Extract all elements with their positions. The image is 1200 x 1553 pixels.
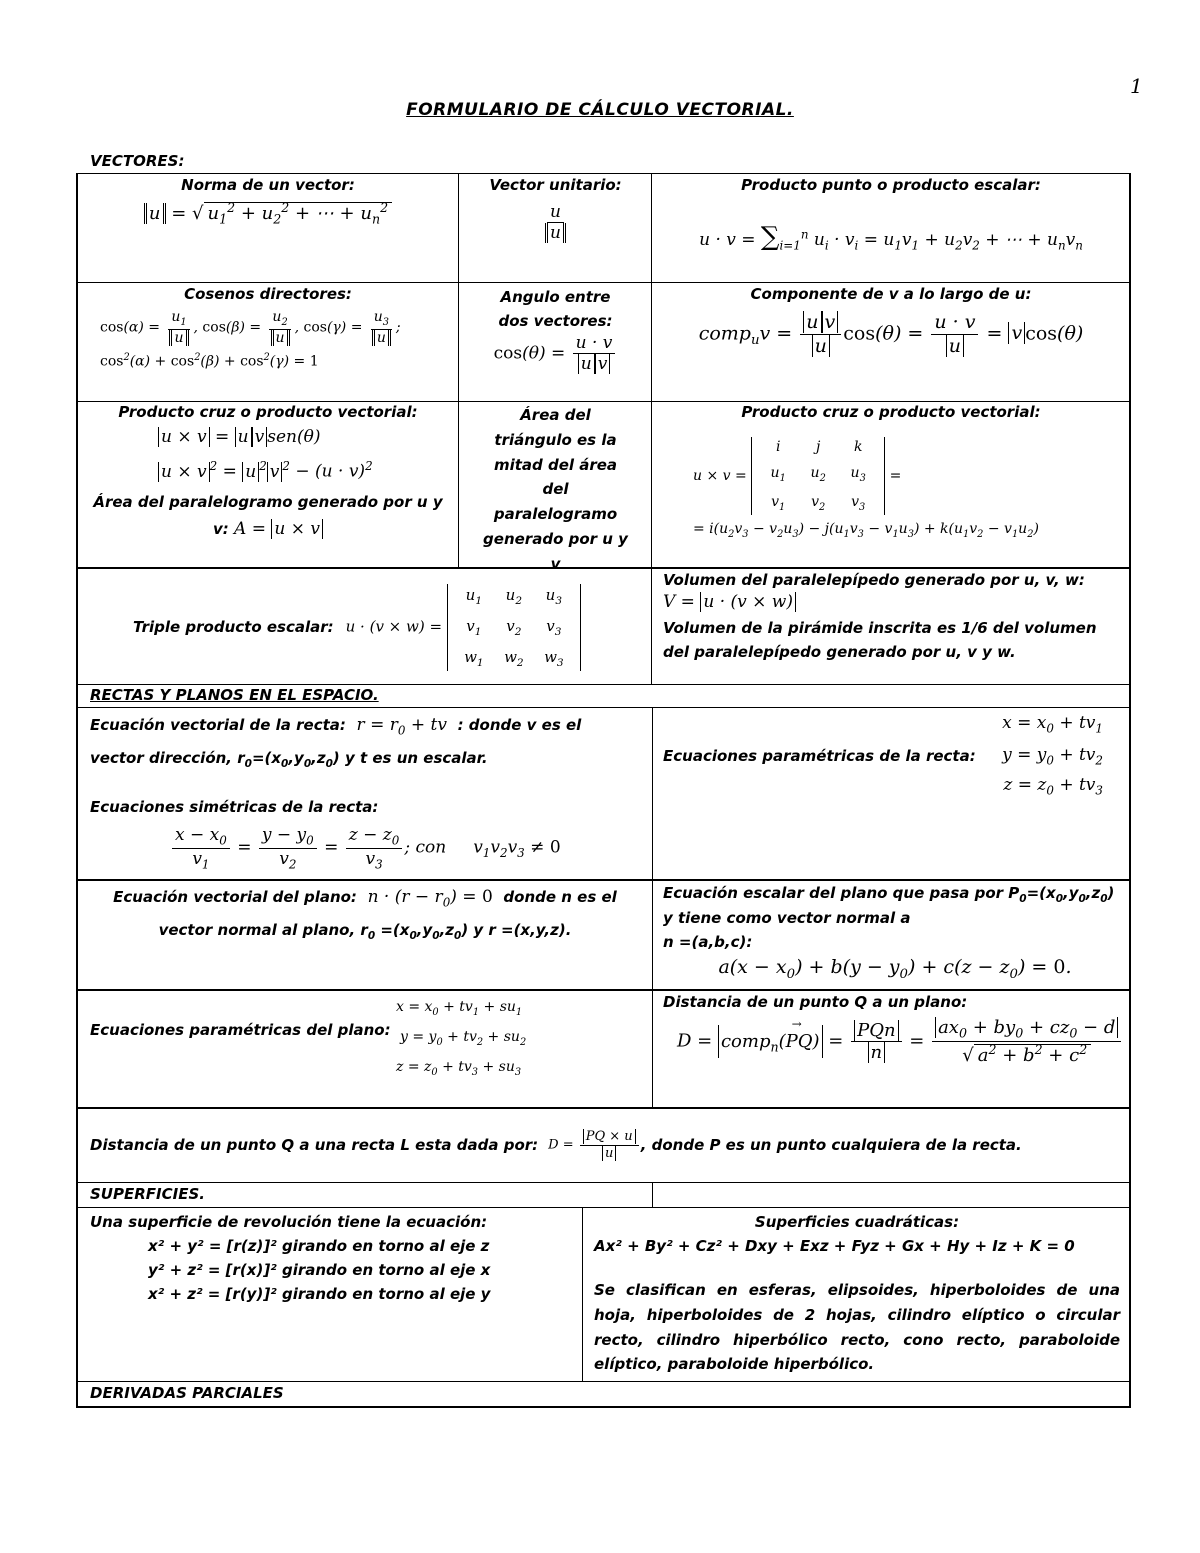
- label-plano-escalar: Ecuación escalar del plano que pasa por P: [663, 884, 1020, 902]
- formula-cosenos-identidad: $\cos^2(\alpha) + \cos^2(\beta) + \cos^2(\gamma) = 1$: [100, 352, 319, 370]
- formula-producto-punto: $u \cdot v = \sum_{i=1}^n$ $u_i \cdot v_i = u_1v_1 + u_2v_2$ + ⋯ + $u_nv_n$: [699, 222, 1083, 253]
- label-producto-punto: Producto punto o producto escalar:: [741, 176, 1041, 194]
- formula-angulo: cos(θ) = $\frac{u \cdot v}{\text{u v}}$: [460, 333, 651, 375]
- rule: [76, 282, 1131, 283]
- cell-componente: [653, 285, 1129, 358]
- col-divider: [652, 1182, 653, 1207]
- label-recta-dir-e: ) y t es un escalar.: [332, 749, 488, 768]
- label-recta-dir-c: vector dirección, r: [90, 749, 245, 768]
- text-rev-2: y² + z² = [r(x)]² girando en torno al eje x: [148, 1261, 491, 1279]
- cell-recta-vectorial: [90, 712, 650, 872]
- label-plano-vectorial-b: donde n es el: [503, 888, 617, 906]
- label-plano-escalar-c: n =(a,b,c):: [663, 932, 753, 951]
- label-plano-vectorial: Ecuación vectorial del plano:: [113, 888, 357, 906]
- label-recta-dir-d: =(x: [251, 749, 282, 768]
- cell-cuadraticas: [594, 1210, 1120, 1377]
- cell-recta-parametricas: [663, 712, 1103, 798]
- cell-area-triangulo: [460, 403, 651, 576]
- formula-param-y: $y = y_0 + tv_2$: [1002, 744, 1103, 768]
- formula-determinante: u × v = i j k $u_1$ $u_2$ $u_3$ $v_1$ $v_2$ $v_3$ =: [693, 439, 902, 513]
- label-componente: Componente de v a lo largo de u:: [750, 285, 1032, 303]
- label-plano-escalar-b: y tiene como vector normal a: [663, 909, 911, 928]
- formula-dist-plano: D = comp$_n$(PQ → ) = $\frac{\text{PQn}}{n}$ = $\frac{ax_0 + by_0 + cz_0 - d}{√ a^2 + b^2 + c^2}$: [663, 1017, 1127, 1066]
- label-recta-vectorial: Ecuación vectorial de la recta:: [90, 716, 346, 734]
- formula-simetricas: $\frac{x - x_0}{v_1}$ = $\frac{y - y_0}{v_2}$ = $\frac{z - z_0}{v_3}$ ; con $v_1v_2v_3 \ne 0$: [90, 825, 650, 871]
- rule: [76, 401, 1131, 402]
- cell-dist-plano: [663, 993, 1127, 1066]
- formula-expansion: = $i(u_2v_3 - v_2u_3) - j(u_1v_3 - v_1u_3) + k(u_1v_2 - v_1u_2)$: [693, 520, 1039, 540]
- rule: [76, 1107, 1131, 1109]
- formula-plano-y: $y = y_0 + tv_2 + su_2$: [400, 1029, 527, 1048]
- cell-triple: [78, 570, 651, 684]
- formula-cosenos: cos(α) = $\frac{u_1}{u}$ , cos(β) = $\frac{u_2}{u}$ , cos(γ) = $\frac{u_3}{u}$ ;: [100, 309, 401, 346]
- section-vectores: VECTORES:: [90, 152, 185, 170]
- label-area-paralelogramo: Área del paralelogramo generado por u y v: A = u × v: [93, 492, 443, 540]
- cell-norma: [78, 176, 458, 227]
- rule: [76, 684, 1131, 685]
- label-area-triangulo: Área del triángulo es la mitad del área del paralelogramo generado por u y v: [483, 406, 628, 573]
- label-dist-recta-b: , donde P es un punto cualquiera de la recta.: [640, 1136, 1022, 1154]
- rule: [76, 1182, 1131, 1183]
- text-cuad-eq: Ax² + By² + Cz² + Dxy + Exz + Fyz + Gx + Hy + Iz + K = 0: [594, 1237, 1075, 1255]
- formula-volumen: V = u · (v × w): [663, 592, 1123, 612]
- formula-plano-escalar: $a(x - x_0) + b(y - y_0) + c(z - z_0) = 0$.: [718, 955, 1072, 982]
- section-derivadas: DERIVADAS PARCIALES: [90, 1384, 284, 1402]
- label-volumen-pir: Volumen de la pirámide inscrita es 1/6 del volumen del paralelepípedo generado por u, v y w.: [663, 619, 1097, 661]
- cell-unitario: [460, 176, 651, 244]
- cell-plano-vectorial: [78, 884, 652, 945]
- rule: [76, 707, 1131, 708]
- label-cruz-left: Producto cruz o producto vectorial:: [118, 403, 418, 421]
- label-cuadraticas: Superficies cuadráticas:: [754, 1213, 960, 1231]
- rule: [76, 1381, 1131, 1382]
- cell-dist-recta: [90, 1110, 1125, 1180]
- label-revolucion: Una superficie de revolución tiene la ecuación:: [90, 1213, 488, 1231]
- label-con: ; con: [404, 837, 447, 858]
- formula-triple: u · (v × w) = $u_1$ $u_2$ $u_3$ $v_1$ $v_2$ $v_3$ $w_1$ $w_2$ $w_3$: [346, 584, 581, 671]
- label-plano-parametricas: Ecuaciones paramétricas del plano:: [90, 1021, 391, 1039]
- text-plano-normal: vector normal al plano, $r_0 =(x_0,y_0,z_0)$ y r =(x,y,z).: [158, 921, 572, 943]
- cell-volumen: [663, 571, 1123, 664]
- label-dist-recta: Distancia de un punto Q a una recta L esta dada por:: [90, 1136, 539, 1154]
- col-divider: [652, 707, 653, 1107]
- label-plano-normal-d: ) y r =(x,y,z).: [461, 921, 572, 940]
- label-norma: Norma de un vector:: [181, 176, 355, 194]
- formula-plano-z: $z = z_0 + tv_3 + su_3$: [396, 1059, 522, 1078]
- label-triple: Triple producto escalar:: [133, 618, 334, 636]
- label-recta-parametricas: Ecuaciones paramétricas de la recta:: [663, 747, 976, 766]
- formula-componente: comp$_u$v = $\frac{\text{u v}}{u}$ cos(θ) = $\frac{u \cdot v}{u}$ = v cos(θ): [698, 311, 1084, 357]
- label-plano-normal-c: vector normal al plano, r: [158, 921, 368, 940]
- label-unitario: Vector unitario:: [489, 176, 622, 194]
- text-recta-vectorial: Ecuación vectorial de la recta: $r = r_0$ + tv : donde v es el: [90, 715, 582, 738]
- label-recta-simetricas: Ecuaciones simétricas de la recta:: [90, 798, 379, 817]
- cell-cosenos: [78, 285, 458, 370]
- rule: [76, 879, 1131, 881]
- cell-cruz-right: [653, 403, 1129, 539]
- page-title: FORMULARIO DE CÁLCULO VECTORIAL.: [406, 100, 794, 120]
- page-number: 1: [1130, 74, 1143, 98]
- row-param-y: [663, 745, 1103, 767]
- label-angulo: Angulo entre dos vectores:: [498, 288, 613, 330]
- label-cosenos: Cosenos directores:: [184, 285, 352, 303]
- text-area-paralelogramo: Área del paralelogramo generado por u y v:: [93, 492, 443, 539]
- section-superficies: SUPERFICIES.: [90, 1185, 205, 1203]
- cell-revolucion: [90, 1210, 580, 1306]
- section-rectas: RECTAS Y PLANOS EN EL ESPACIO.: [90, 686, 379, 704]
- rule: [76, 989, 1131, 991]
- col-divider: [651, 567, 652, 684]
- cell-plano-parametricas: [90, 995, 650, 1105]
- label-cruz-right: Producto cruz o producto vectorial:: [741, 403, 1041, 421]
- formula-dist-recta: D = $\frac{PQ \times u}{u}$: [548, 1129, 641, 1161]
- cell-angulo: [460, 285, 651, 375]
- col-divider: [651, 173, 652, 567]
- cell-producto-punto: [653, 176, 1129, 252]
- label-volumen-par: Volumen del paralelepípedo generado por u, v, w:: [663, 571, 1085, 589]
- formula-lagrange: u × v $^2$ = u $^2$ v $^2 - (u \cdot v)^2$: [78, 459, 458, 482]
- rule: [76, 1207, 1131, 1208]
- formula-param-z: $z = z_0 + tv_3$: [1003, 775, 1103, 798]
- text-cuad-clas: Se clasifican en esferas, elipsoides, hiperboloides de una hoja, hiperboloides de 2 hojas, cilindro elíptico o circular recto, cilindro hiperbólico recto, cono recto, paraboloide elíptico, paraboloide hiperbólico.: [594, 1281, 1120, 1374]
- col-divider: [458, 173, 459, 567]
- cell-cruz-left: [78, 403, 458, 544]
- formula-cruz-norma: u × v = u v sen(θ): [78, 427, 458, 447]
- formula-norma: u = √ $u_1^2 + u_2^2$ + ⋯ + $u_n^2$: [78, 200, 458, 227]
- text-recta-direccion: vector dirección, $r_0=(x_0,y_0,z_0)$ y t es un escalar.: [90, 749, 488, 771]
- col-divider: [582, 1207, 583, 1381]
- text-plano-vectorial: Ecuación vectorial del plano: $n \cdot (r - r_0) = 0$ donde n es el: [113, 887, 617, 910]
- formula-param-x: $x = x_0 + tv_1$: [1002, 713, 1103, 736]
- formula-unitario: $\frac{u}{u}$: [460, 202, 651, 244]
- formula-plano-x: $x = x_0 + tv_1 + su_1$: [396, 999, 523, 1018]
- cell-plano-escalar: [663, 882, 1127, 982]
- label-dist-plano: Distancia de un punto Q a un plano:: [663, 993, 968, 1011]
- text-rev-3: x² + z² = [r(y)]² girando en torno al eje y: [148, 1285, 491, 1303]
- label-recta-vectorial-b: : donde v es el: [457, 716, 582, 734]
- text-plano-escalar: Ecuación escalar del plano que pasa por $P_0=(x_0,y_0,z_0)$: [663, 884, 1115, 905]
- text-rev-1: x² + y² = [r(z)]² girando en torno al eje z: [148, 1237, 490, 1255]
